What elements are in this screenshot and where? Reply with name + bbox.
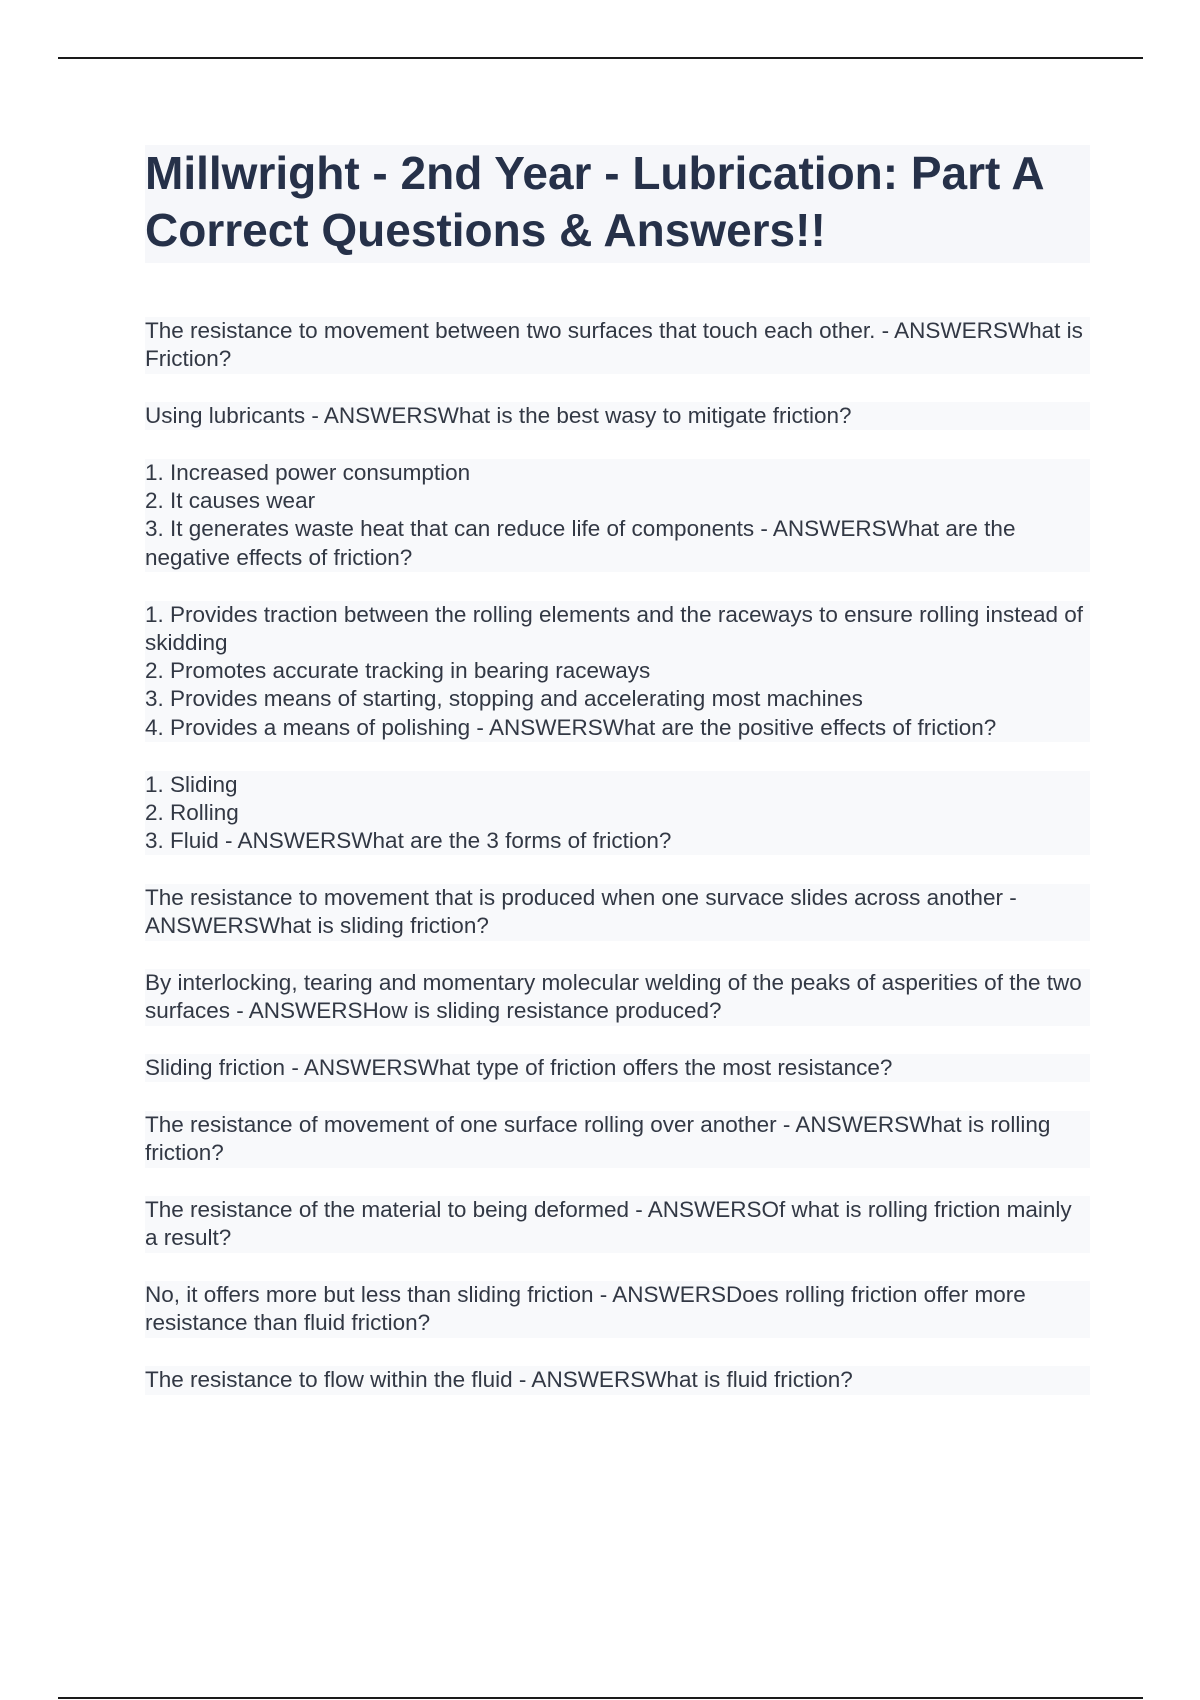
qa-entry: Sliding friction - ANSWERSWhat type of friction offers the most resistance? — [145, 1054, 1090, 1082]
document-title: Millwright - 2nd Year - Lubrication: Part A Correct Questions & Answers!! — [145, 145, 1090, 263]
qa-entry: 1. Sliding 2. Rolling 3. Fluid - ANSWERSWhat are the 3 forms of friction? — [145, 771, 1090, 856]
qa-entry: The resistance of movement of one surface rolling over another - ANSWERSWhat is rolling friction? — [145, 1111, 1090, 1168]
qa-entry: 1. Increased power consumption 2. It causes wear 3. It generates waste heat that can reduce life of components - ANSWERSWhat are the negative effects of friction? — [145, 459, 1090, 572]
bottom-rule — [58, 1697, 1143, 1699]
qa-entry: By interlocking, tearing and momentary molecular welding of the peaks of asperities of the two surfaces - ANSWERSHow is sliding resistance produced? — [145, 969, 1090, 1026]
qa-entry: Using lubricants - ANSWERSWhat is the best wasy to mitigate friction? — [145, 402, 1090, 430]
qa-entry: 1. Provides traction between the rolling elements and the raceways to ensure rolling instead of skidding 2. Promotes accurate tracking in bearing raceways 3. Provides means of starting, stopping and accelerating most machines 4. Provides a means of polishing - ANSWERSWhat are the positive effects of friction? — [145, 601, 1090, 742]
qa-entry: The resistance to movement between two surfaces that touch each other. - ANSWERSWhat is Friction? — [145, 317, 1090, 374]
qa-list — [145, 317, 1090, 1395]
qa-entry: The resistance to flow within the fluid - ANSWERSWhat is fluid friction? — [145, 1366, 1090, 1394]
qa-entry: No, it offers more but less than sliding friction - ANSWERSDoes rolling friction offer more resistance than fluid friction? — [145, 1281, 1090, 1338]
top-rule — [58, 57, 1143, 59]
qa-entry: The resistance of the material to being deformed - ANSWERSOf what is rolling friction mainly a result? — [145, 1196, 1090, 1253]
document-body — [145, 145, 1090, 1423]
qa-entry: The resistance to movement that is produced when one survace slides across another - ANSWERSWhat is sliding friction? — [145, 884, 1090, 941]
